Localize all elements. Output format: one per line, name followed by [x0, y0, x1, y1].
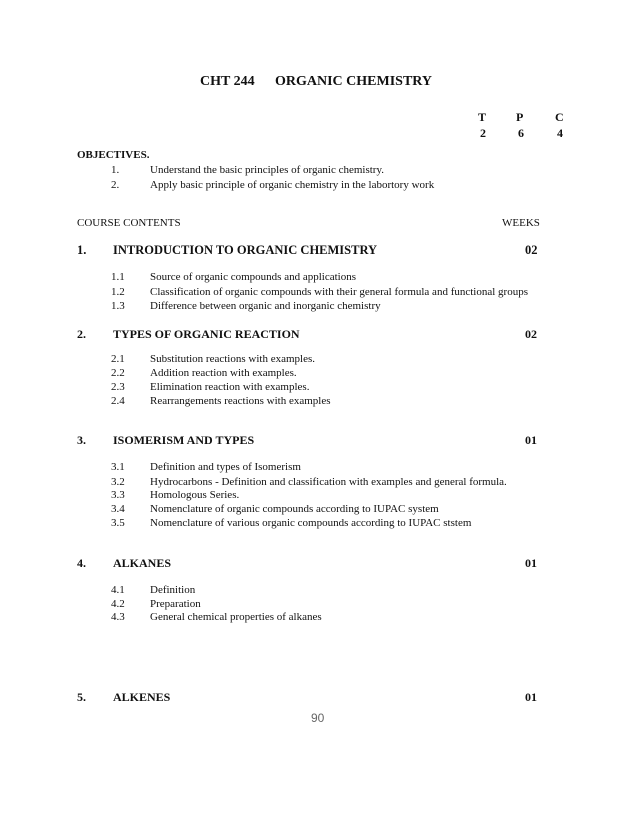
section-weeks: 02 — [525, 243, 538, 257]
item-num: 2.2 — [111, 367, 125, 379]
section-weeks: 01 — [525, 690, 537, 704]
item-text: Difference between organic and inorganic chemistry — [150, 300, 381, 312]
page-number: 90 — [311, 711, 325, 725]
item-num: 2.3 — [111, 381, 125, 393]
section-weeks: 02 — [525, 327, 537, 341]
item-text: Definition and types of Isomerism — [150, 461, 301, 473]
tpc-value-t: 2 — [480, 126, 486, 140]
section-title: ISOMERISM AND TYPES — [113, 433, 255, 447]
tpc-header-c: C — [555, 110, 564, 124]
objective-num: 2. — [111, 179, 120, 191]
item-text: General chemical properties of alkanes — [150, 611, 322, 623]
item-text: Addition reaction with examples. — [150, 367, 297, 379]
weeks-heading: WEEKS — [502, 217, 540, 229]
item-num: 4.1 — [111, 584, 125, 596]
course-title: ORGANIC CHEMISTRY — [275, 74, 433, 89]
tpc-header-t: T — [478, 110, 487, 124]
item-num: 1.1 — [111, 271, 125, 283]
tpc-header-p: P — [516, 110, 524, 124]
item-num: 2.1 — [111, 353, 125, 365]
item-num: 3.4 — [111, 503, 125, 515]
item-text: Nomenclature of various organic compounds according to IUPAC ststem — [150, 517, 472, 529]
item-text: Elimination reaction with examples. — [150, 381, 310, 393]
objective-num: 1. — [111, 164, 120, 176]
section-number: 3. — [77, 433, 86, 447]
item-text: Preparation — [150, 598, 201, 610]
item-text: Rearrangements reactions with examples — [150, 395, 331, 407]
item-text: Nomenclature of organic compounds according to IUPAC system — [150, 503, 439, 515]
item-num: 4.2 — [111, 598, 125, 610]
section-number: 4. — [77, 556, 86, 570]
item-num: 3.3 — [111, 489, 125, 501]
tpc-value-c: 4 — [557, 126, 563, 140]
section-weeks: 01 — [525, 433, 537, 447]
item-num: 4.3 — [111, 611, 125, 623]
section-title: TYPES OF ORGANIC REACTION — [113, 327, 300, 341]
item-text: Homologous Series. — [150, 489, 240, 501]
item-num: 1.2 — [111, 286, 125, 298]
item-num: 3.1 — [111, 461, 125, 473]
section-title: ALKANES — [113, 556, 172, 570]
section-number: 1. — [77, 243, 87, 257]
item-text: Classification of organic compounds with their general formula and functional groups — [150, 286, 528, 298]
item-num: 1.3 — [111, 300, 125, 312]
section-number: 2. — [77, 327, 86, 341]
course-code: CHT 244 — [200, 74, 255, 89]
objective-text: Apply basic principle of organic chemistry in the labortory work — [150, 179, 435, 191]
section-weeks: 01 — [525, 556, 537, 570]
item-num: 3.5 — [111, 517, 125, 529]
course-contents-heading: COURSE CONTENTS — [77, 217, 181, 229]
item-text: Hydrocarbons - Definition and classification with examples and general formula. — [150, 476, 507, 488]
section-title: ALKENES — [113, 690, 171, 704]
section-title: INTRODUCTION TO ORGANIC CHEMISTRY — [113, 243, 378, 257]
item-num: 3.2 — [111, 476, 125, 488]
objective-text: Understand the basic principles of organic chemistry. — [150, 164, 384, 176]
item-num: 2.4 — [111, 395, 125, 407]
tpc-value-p: 6 — [518, 126, 524, 140]
item-text: Definition — [150, 584, 196, 596]
objectives-heading: OBJECTIVES. — [77, 149, 150, 161]
item-text: Source of organic compounds and applications — [150, 271, 356, 283]
section-number: 5. — [77, 690, 86, 704]
item-text: Substitution reactions with examples. — [150, 353, 315, 365]
